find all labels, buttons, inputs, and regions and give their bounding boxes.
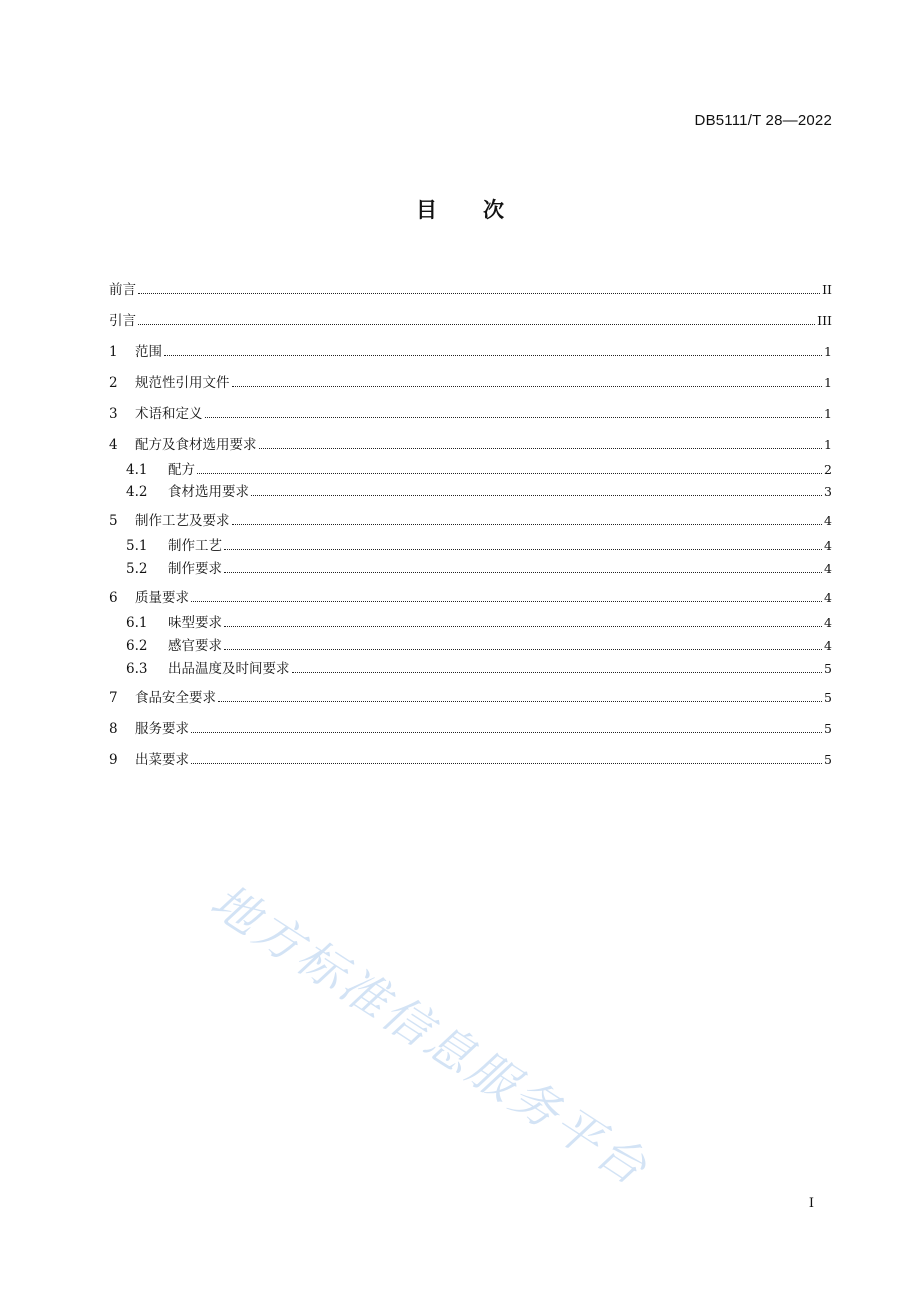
toc-entry-label: 制作要求 (168, 561, 222, 577)
watermark: 地方标准信息服务平台 (200, 873, 659, 1198)
dot-leader (191, 731, 822, 733)
toc-entry-9[interactable] (109, 750, 832, 770)
toc-entry-page: II (822, 282, 832, 297)
toc-entry-6-3[interactable] (126, 659, 832, 679)
toc-entry-label: 术语和定义 (135, 406, 203, 422)
toc-entry-5-2[interactable] (126, 559, 832, 579)
toc-entry-number: 4.1 (126, 462, 148, 478)
toc-entry-page: 1 (824, 375, 832, 390)
toc-entry-label: 出菜要求 (135, 752, 189, 768)
toc-entry-4[interactable] (109, 435, 832, 455)
toc-entry-number: 4.2 (126, 484, 148, 500)
toc-entry-number: 9 (109, 752, 118, 768)
dot-leader (138, 292, 820, 294)
page-number: I (808, 1196, 814, 1211)
toc-entry-label: 配方及食材选用要求 (135, 437, 257, 453)
toc-entry-page: 5 (824, 752, 832, 767)
toc-entry-number: 2 (109, 375, 118, 391)
dot-leader (224, 648, 822, 650)
toc-entry-page: III (817, 313, 832, 328)
toc-entry-number: 6.3 (126, 661, 148, 677)
page-title (0, 194, 920, 224)
toc-entry-page: 4 (824, 638, 832, 653)
dot-leader (191, 762, 822, 764)
toc-entry-number: 6.1 (126, 615, 148, 631)
dot-leader (224, 571, 822, 573)
toc-entry-number: 6 (109, 590, 118, 606)
toc-entry-7[interactable] (109, 688, 832, 708)
toc-entry-label: 制作工艺 (168, 538, 222, 554)
toc-entry-page: 4 (824, 590, 832, 605)
toc-entry-label: 感官要求 (168, 638, 222, 654)
toc-entry-introduction[interactable] (109, 311, 832, 331)
toc-entry-4-2[interactable] (126, 482, 832, 502)
toc-entry-page: 4 (824, 513, 832, 528)
toc-entry-6-2[interactable] (126, 636, 832, 656)
toc-entry-number: 5.2 (126, 561, 148, 577)
toc-entry-page: 1 (824, 437, 832, 452)
toc-entry-label: 制作工艺及要求 (135, 513, 230, 529)
toc-entry-label: 质量要求 (135, 590, 189, 606)
toc-entry-page: 4 (824, 615, 832, 630)
toc-entry-label: 味型要求 (168, 615, 222, 631)
dot-leader (218, 700, 822, 702)
dot-leader (191, 600, 822, 602)
title-char-1: 目 (416, 198, 437, 222)
toc-entry-6[interactable] (109, 588, 832, 608)
toc-entry-label: 引言 (109, 313, 136, 329)
toc-entry-page: 1 (824, 406, 832, 421)
toc-entry-label: 规范性引用文件 (135, 375, 230, 391)
dot-leader (251, 494, 822, 496)
toc-entry-8[interactable] (109, 719, 832, 739)
toc-entry-page: 1 (824, 344, 832, 359)
toc-entry-number: 5.1 (126, 538, 148, 554)
toc-entry-2[interactable] (109, 373, 832, 393)
toc-entry-number: 1 (109, 344, 118, 360)
toc-entry-page: 5 (824, 661, 832, 676)
toc-entry-5[interactable] (109, 511, 832, 531)
toc-entry-label: 前言 (109, 282, 136, 298)
toc-entry-label: 范围 (135, 344, 162, 360)
title-char-2: 次 (483, 198, 504, 222)
toc-entry-5-1[interactable] (126, 536, 832, 556)
dot-leader (138, 323, 815, 325)
toc-entry-page: 3 (824, 484, 832, 499)
toc-entry-1[interactable] (109, 342, 832, 362)
dot-leader (197, 472, 822, 474)
toc-entry-page: 5 (824, 721, 832, 736)
toc-entry-number: 4 (109, 437, 118, 453)
toc-entry-number: 3 (109, 406, 118, 422)
toc-entry-number: 5 (109, 513, 118, 529)
toc-entry-label: 出品温度及时间要求 (168, 661, 290, 677)
dot-leader (232, 385, 823, 387)
toc-entry-6-1[interactable] (126, 613, 832, 633)
toc-entry-label: 服务要求 (135, 721, 189, 737)
dot-leader (292, 671, 823, 673)
document-code: DB5111/T 28—2022 (694, 112, 832, 129)
dot-leader (232, 523, 823, 525)
toc-entry-label: 配方 (168, 462, 195, 478)
toc-entry-number: 6.2 (126, 638, 148, 654)
dot-leader (205, 416, 823, 418)
toc-entry-page: 5 (824, 690, 832, 705)
toc-entry-label: 食品安全要求 (135, 690, 216, 706)
toc-entry-number: 8 (109, 721, 118, 737)
toc-entry-label: 食材选用要求 (168, 484, 249, 500)
toc-entry-foreword[interactable] (109, 280, 832, 300)
dot-leader (224, 625, 822, 627)
toc-entry-page: 4 (824, 538, 832, 553)
toc-entry-page: 4 (824, 561, 832, 576)
dot-leader (259, 447, 823, 449)
dot-leader (224, 548, 822, 550)
toc-entry-page: 2 (824, 462, 832, 477)
toc-entry-number: 7 (109, 690, 118, 706)
dot-leader (164, 354, 822, 356)
toc-entry-3[interactable] (109, 404, 832, 424)
toc-entry-4-1[interactable] (126, 460, 832, 480)
